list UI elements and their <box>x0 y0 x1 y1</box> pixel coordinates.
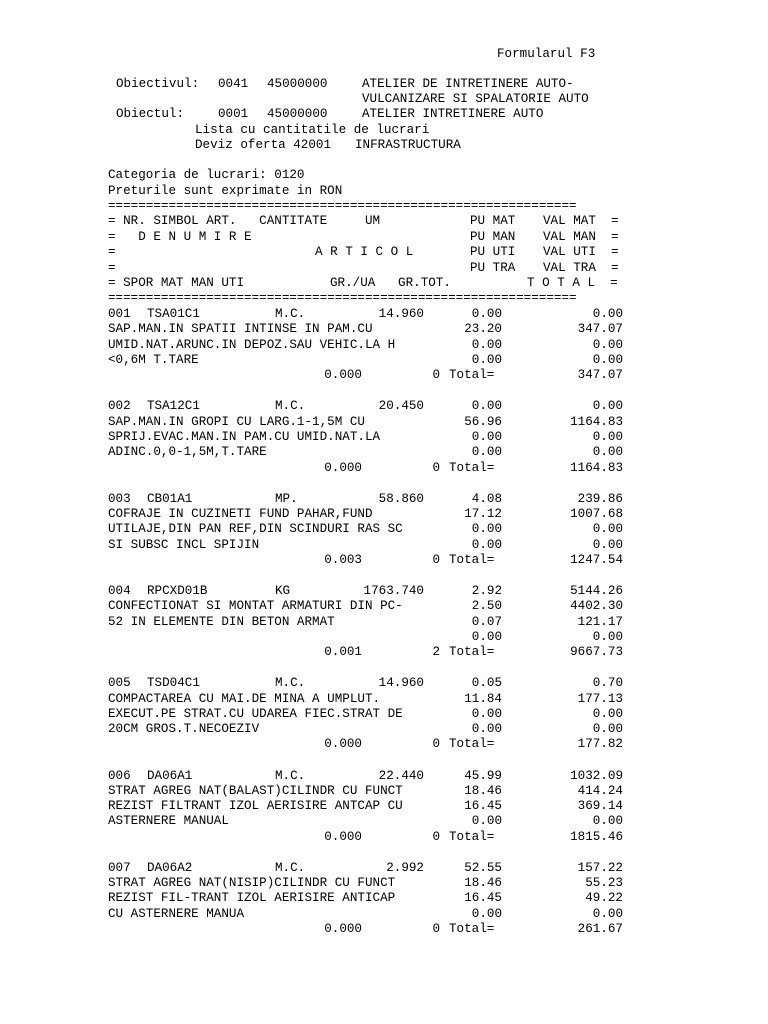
item-description-line: CU ASTERNERE MANUA <box>108 906 245 921</box>
item-gr-tot: 2 <box>432 645 440 660</box>
item-value: 4402.30 <box>570 599 623 614</box>
item-description-line: COFRAJE IN CUZINETI FUND PAHAR,FUND <box>108 506 373 521</box>
item-unit-price: 18.46 <box>464 876 502 891</box>
item-description-line: SI SUBSC INCL SPIJIN <box>108 537 260 552</box>
item-value: 0.00 <box>592 537 623 552</box>
item-total-label: Total= <box>449 368 495 383</box>
header-pu-man: PU MAN <box>470 230 516 244</box>
item-value: 0.00 <box>592 399 623 414</box>
item-description-line: ADINC.0,0-1,5M,T.TARE <box>108 445 267 460</box>
item-value: 0.70 <box>592 676 623 691</box>
item-unit-price: 45.99 <box>464 768 502 783</box>
item-total-label: Total= <box>449 460 495 475</box>
preturi-line: Preturile sunt exprimate in RON <box>108 184 343 198</box>
item-description-line: STRAT AGREG NAT(NISIP)CILINDR CU FUNCT <box>108 876 396 891</box>
obiect-code: 0001 <box>218 107 249 121</box>
item-gr-ua: 0.000 <box>324 460 362 475</box>
item-description-line: 52 IN ELEMENTE DIN BETON ARMAT <box>108 614 335 629</box>
item-total: 347.07 <box>577 368 623 383</box>
item-value: 177.13 <box>577 691 623 706</box>
list-title: Lista cu cantitatile de lucrari <box>195 123 430 137</box>
item-unit-price: 0.00 <box>471 337 502 352</box>
item-unit-price: 16.45 <box>464 799 502 814</box>
obiect-name: ATELIER INTRETINERE AUTO <box>362 107 544 121</box>
item-unit-price: 0.00 <box>471 445 502 460</box>
item-unit-price: 0.07 <box>471 614 502 629</box>
item-value: 0.00 <box>592 906 623 921</box>
item-value: 1032.09 <box>570 768 623 783</box>
item-value: 157.22 <box>577 860 623 875</box>
header-val-uti: VAL UTI = <box>543 245 619 259</box>
item-value: 0.00 <box>592 307 623 321</box>
item-quantity: 1763.740 <box>363 583 424 598</box>
item-gr-ua: 0.000 <box>324 922 362 936</box>
item-um: M.C. <box>275 768 306 783</box>
item-unit-price: 0.00 <box>471 629 502 644</box>
item-gr-ua: 0.001 <box>324 645 362 660</box>
item-number: 004 <box>108 583 131 598</box>
item-total-label: Total= <box>449 552 495 567</box>
header-row-1: = NR. SIMBOL ART. CANTITATE UM <box>108 214 381 228</box>
item-unit-price: 0.00 <box>471 522 502 537</box>
item-symbol: TSA12C1 <box>147 399 200 414</box>
item-quantity: 22.440 <box>378 768 424 783</box>
item-description-line: STRAT AGREG NAT(BALAST)CILINDR CU FUNCT <box>108 783 403 798</box>
header-val-man: VAL MAN = <box>543 230 619 244</box>
item-symbol: TSD04C1 <box>147 676 200 691</box>
item-unit-price: 0.00 <box>471 352 502 367</box>
item-unit-price: 0.00 <box>471 399 502 414</box>
item-value: 0.00 <box>592 722 623 737</box>
item-symbol: CB01A1 <box>147 491 193 506</box>
item-symbol: DA06A1 <box>147 768 193 783</box>
item-gr-ua: 0.000 <box>324 829 362 844</box>
item-quantity: 58.860 <box>378 491 424 506</box>
item-unit-price: 52.55 <box>464 860 502 875</box>
item-description-line: UMID.NAT.ARUNC.IN DEPOZ.SAU VEHIC.LA H <box>108 337 396 352</box>
item-quantity: 14.960 <box>378 307 424 321</box>
deviz-label: Deviz oferta 42001 <box>195 138 332 152</box>
item-total: 1247.54 <box>570 552 623 567</box>
item-value: 49.22 <box>585 891 623 906</box>
separator-line: ============================================================== <box>108 291 577 305</box>
item-gr-ua: 0.000 <box>324 737 362 752</box>
form-label: Formularul F3 <box>497 47 596 61</box>
item-unit-price: 17.12 <box>464 506 502 521</box>
item-description-line: EXECUT.PE STRAT.CU UDAREA FIEC.STRAT DE <box>108 706 403 721</box>
item-um: M.C. <box>275 860 306 875</box>
item-unit-price: 0.00 <box>471 307 502 321</box>
item-total: 1815.46 <box>570 829 623 844</box>
item-unit-price: 23.20 <box>464 322 502 337</box>
item-unit-price: 18.46 <box>464 783 502 798</box>
item-value: 1007.68 <box>570 506 623 521</box>
obiectiv-label: Obiectivul: <box>116 77 200 91</box>
item-unit-price: 11.84 <box>464 691 502 706</box>
item-unit-price: 0.00 <box>471 537 502 552</box>
item-description-line: ASTERNERE MANUAL <box>108 814 229 829</box>
item-um: M.C. <box>275 307 306 321</box>
item-value: 0.00 <box>592 429 623 444</box>
item-um: KG <box>275 583 291 598</box>
item-quantity: 2.992 <box>386 860 424 875</box>
item-gr-tot: 0 <box>432 922 440 936</box>
item-um: MP. <box>275 491 298 506</box>
header-pu-mat: PU MAT <box>470 214 516 228</box>
item-value: 5144.26 <box>570 583 623 598</box>
item-quantity: 20.450 <box>378 399 424 414</box>
obiect-number: 45000000 <box>267 107 328 121</box>
separator-line: ============================================================== <box>108 199 577 213</box>
item-value: 0.00 <box>592 445 623 460</box>
item-value: 0.00 <box>592 337 623 352</box>
item-description-line: SAP.MAN.IN GROPI CU LARG.1-1,5M CU <box>108 414 365 429</box>
item-symbol: DA06A2 <box>147 860 193 875</box>
item-description-line: UTILAJE,DIN PAN REF,DIN SCINDURI RAS SC <box>108 522 403 537</box>
item-value: 1164.83 <box>570 414 623 429</box>
item-total: 1164.83 <box>570 460 623 475</box>
header-total: T O T A L = <box>527 276 618 290</box>
item-gr-tot: 0 <box>432 829 440 844</box>
item-description-line: SPRIJ.EVAC.MAN.IN PAM.CU UMID.NAT.LA <box>108 429 381 444</box>
item-um: M.C. <box>275 399 306 414</box>
item-total-label: Total= <box>449 829 495 844</box>
item-value: 0.00 <box>592 629 623 644</box>
item-description-line: COMPACTAREA CU MAI.DE MINA A UMPLUT. <box>108 691 381 706</box>
item-quantity: 14.960 <box>378 676 424 691</box>
item-unit-price: 0.05 <box>471 676 502 691</box>
item-unit-price: 4.08 <box>471 491 502 506</box>
item-um: M.C. <box>275 676 306 691</box>
header-row-3: = <box>108 245 116 259</box>
item-unit-price: 2.50 <box>471 599 502 614</box>
item-unit-price: 0.00 <box>471 706 502 721</box>
item-gr-ua: 0.000 <box>324 368 362 383</box>
item-total: 177.82 <box>577 737 623 752</box>
item-value: 414.24 <box>577 783 623 798</box>
item-total-label: Total= <box>449 922 495 936</box>
item-description-line: REZIST FIL-TRANT IZOL AERISIRE ANTICAP <box>108 891 396 906</box>
header-row-4: = <box>108 261 116 275</box>
item-unit-price: 0.00 <box>471 814 502 829</box>
header-val-tra: VAL TRA = <box>543 261 619 275</box>
header-val-mat: VAL MAT = <box>543 214 619 228</box>
obiectiv-name-line1: ATELIER DE INTRETINERE AUTO- <box>362 77 574 91</box>
item-total-label: Total= <box>449 645 495 660</box>
item-gr-tot: 0 <box>432 552 440 567</box>
item-value: 0.00 <box>592 814 623 829</box>
item-unit-price: 0.00 <box>471 722 502 737</box>
deviz-name: INFRASTRUCTURA <box>355 138 461 152</box>
item-number: 001 <box>108 307 131 321</box>
item-gr-tot: 0 <box>432 737 440 752</box>
item-description-line: SAP.MAN.IN SPATII INTINSE IN PAM.CU <box>108 322 373 337</box>
header-pu-uti: PU UTI <box>470 245 516 259</box>
header-gr: GR./UA GR.TOT. <box>330 276 451 290</box>
item-unit-price: 2.92 <box>471 583 502 598</box>
item-total-label: Total= <box>449 737 495 752</box>
item-unit-price: 0.00 <box>471 429 502 444</box>
item-unit-price: 0.00 <box>471 906 502 921</box>
obiectiv-name-line2: VULCANIZARE SI SPALATORIE AUTO <box>362 92 589 106</box>
item-description-line: 20CM GROS.T.NECOEZIV <box>108 722 260 737</box>
item-description-line: <0,6M T.TARE <box>108 352 199 367</box>
item-value: 121.17 <box>577 614 623 629</box>
item-gr-tot: 0 <box>432 460 440 475</box>
item-unit-price: 56.96 <box>464 414 502 429</box>
item-total: 261.67 <box>577 922 623 936</box>
item-value: 0.00 <box>592 706 623 721</box>
item-value: 0.00 <box>592 352 623 367</box>
header-pu-tra: PU TRA <box>470 261 516 275</box>
item-number: 005 <box>108 676 131 691</box>
item-symbol: RPCXD01B <box>147 583 208 598</box>
obiectiv-number: 45000000 <box>267 77 328 91</box>
item-gr-ua: 0.003 <box>324 552 362 567</box>
item-description-line: CONFECTIONAT SI MONTAT ARMATURI DIN PC- <box>108 599 403 614</box>
item-number: 006 <box>108 768 131 783</box>
item-symbol: TSA01C1 <box>147 307 200 321</box>
item-total: 9667.73 <box>570 645 623 660</box>
item-value: 239.86 <box>577 491 623 506</box>
header-row-5: = SPOR MAT MAN UTI <box>108 276 245 290</box>
item-value: 0.00 <box>592 522 623 537</box>
item-number: 002 <box>108 399 131 414</box>
header-row-2: = D E N U M I R E <box>108 230 252 244</box>
header-articol: A R T I C O L <box>315 245 414 259</box>
item-number: 003 <box>108 491 131 506</box>
obiect-label: Obiectul: <box>116 107 185 121</box>
item-gr-tot: 0 <box>432 368 440 383</box>
item-description-line: REZIST FILTRANT IZOL AERISIRE ANTCAP CU <box>108 799 403 814</box>
item-number: 007 <box>108 860 131 875</box>
item-unit-price: 16.45 <box>464 891 502 906</box>
item-value: 347.07 <box>577 322 623 337</box>
obiectiv-code: 0041 <box>218 77 249 91</box>
categoria-line: Categoria de lucrari: 0120 <box>108 168 305 182</box>
item-value: 55.23 <box>585 876 623 891</box>
item-value: 369.14 <box>577 799 623 814</box>
